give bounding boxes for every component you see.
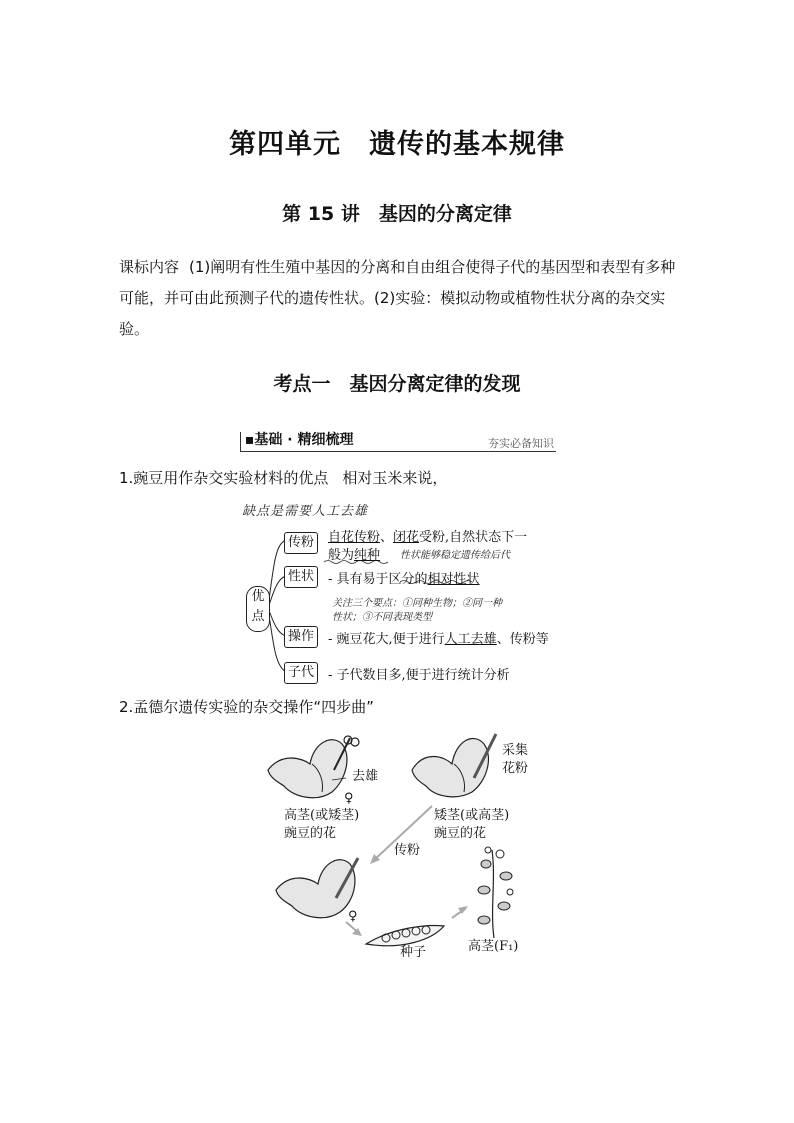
tag-offspring: 子代 — [284, 662, 318, 684]
label-short-flower-1: 矮茎(或高茎) — [434, 808, 510, 823]
banner-rule — [240, 451, 556, 452]
section-1-note: 相对玉米来说， — [342, 469, 448, 487]
label-female-2: ♀ — [348, 909, 358, 924]
offspring-text: - 子代数目多,便于进行统计分析 — [328, 668, 510, 683]
flower-2-icon — [412, 738, 488, 796]
handwritten-three-points: 关注三个要点：①同种生物；②同一种 — [332, 598, 502, 609]
handwritten-pure-note: 性状能够稳定遗传给后代 — [400, 550, 510, 561]
label-tall-flower-1: 高茎(或矮茎) — [284, 808, 360, 823]
cross-operation-figure — [262, 730, 562, 960]
label-emasculate: 去雄 — [352, 769, 379, 784]
label-collect-2: 花粉 — [502, 761, 529, 776]
lesson-title: 第 15 讲 基因的分离定律 — [282, 203, 512, 225]
pea-plant-icon — [478, 847, 513, 938]
curriculum-standard — [119, 252, 679, 345]
section-1-heading — [119, 467, 447, 488]
standard-text: (1)阐明有性生殖中基因的分离和自由组合使得子代的基因型和表型有多种可能，并可由此预测子代的遗传性状。(2)实验：模拟动物或植物性状分离的杂交实验。 — [119, 258, 676, 338]
operation-text: - 豌豆花大,便于进行人工去雄、传粉等 — [328, 632, 549, 647]
label-short-flower-2: 豌豆的花 — [434, 826, 487, 841]
traits-text: - 具有易于区分的相对性状 — [328, 572, 480, 587]
label-female-1: ♀ — [344, 791, 354, 806]
tag-pollination: 传粉 — [284, 532, 318, 554]
unit-title: 第四单元 遗传的基本规律 — [229, 129, 565, 160]
pollination-line2: 般为纯种 — [328, 548, 381, 563]
banner-right-label: 夯实必备知识 — [488, 437, 554, 450]
handwritten-three-points-2: 性状；③不同表现类型 — [332, 612, 432, 623]
tag-traits: 性状 — [284, 566, 318, 588]
label-f1: 高茎(F₁) — [468, 939, 519, 954]
handwritten-cons-note: 缺点是需要人工去雄 — [242, 504, 369, 519]
key-point-title: 考点一 基因分离定律的发现 — [273, 373, 521, 395]
tag-operation: 操作 — [284, 626, 318, 648]
pollination-line1: 自花传粉、闭花受粉,自然状态下一 — [328, 530, 528, 545]
pea-pod-icon — [366, 926, 444, 946]
label-tall-flower-2: 豌豆的花 — [284, 826, 337, 841]
label-collect-1: 采集 — [502, 743, 529, 758]
advantages-node: 优点 — [246, 586, 270, 632]
standard-label: 课标内容 — [119, 258, 180, 276]
flower-3-icon — [276, 860, 355, 918]
label-pollinate: 传粉 — [394, 843, 421, 858]
advantages-diagram — [240, 520, 560, 692]
section-banner — [240, 426, 556, 452]
section-2-title: 2.孟德尔遗传实验的杂交操作“四步曲” — [119, 698, 374, 716]
section-1-title: 1.豌豆用作杂交实验材料的优点 — [119, 469, 329, 487]
banner-left-label: ▪基础 · 精细梳理 — [240, 432, 354, 448]
label-seed: 种子 — [400, 945, 427, 960]
